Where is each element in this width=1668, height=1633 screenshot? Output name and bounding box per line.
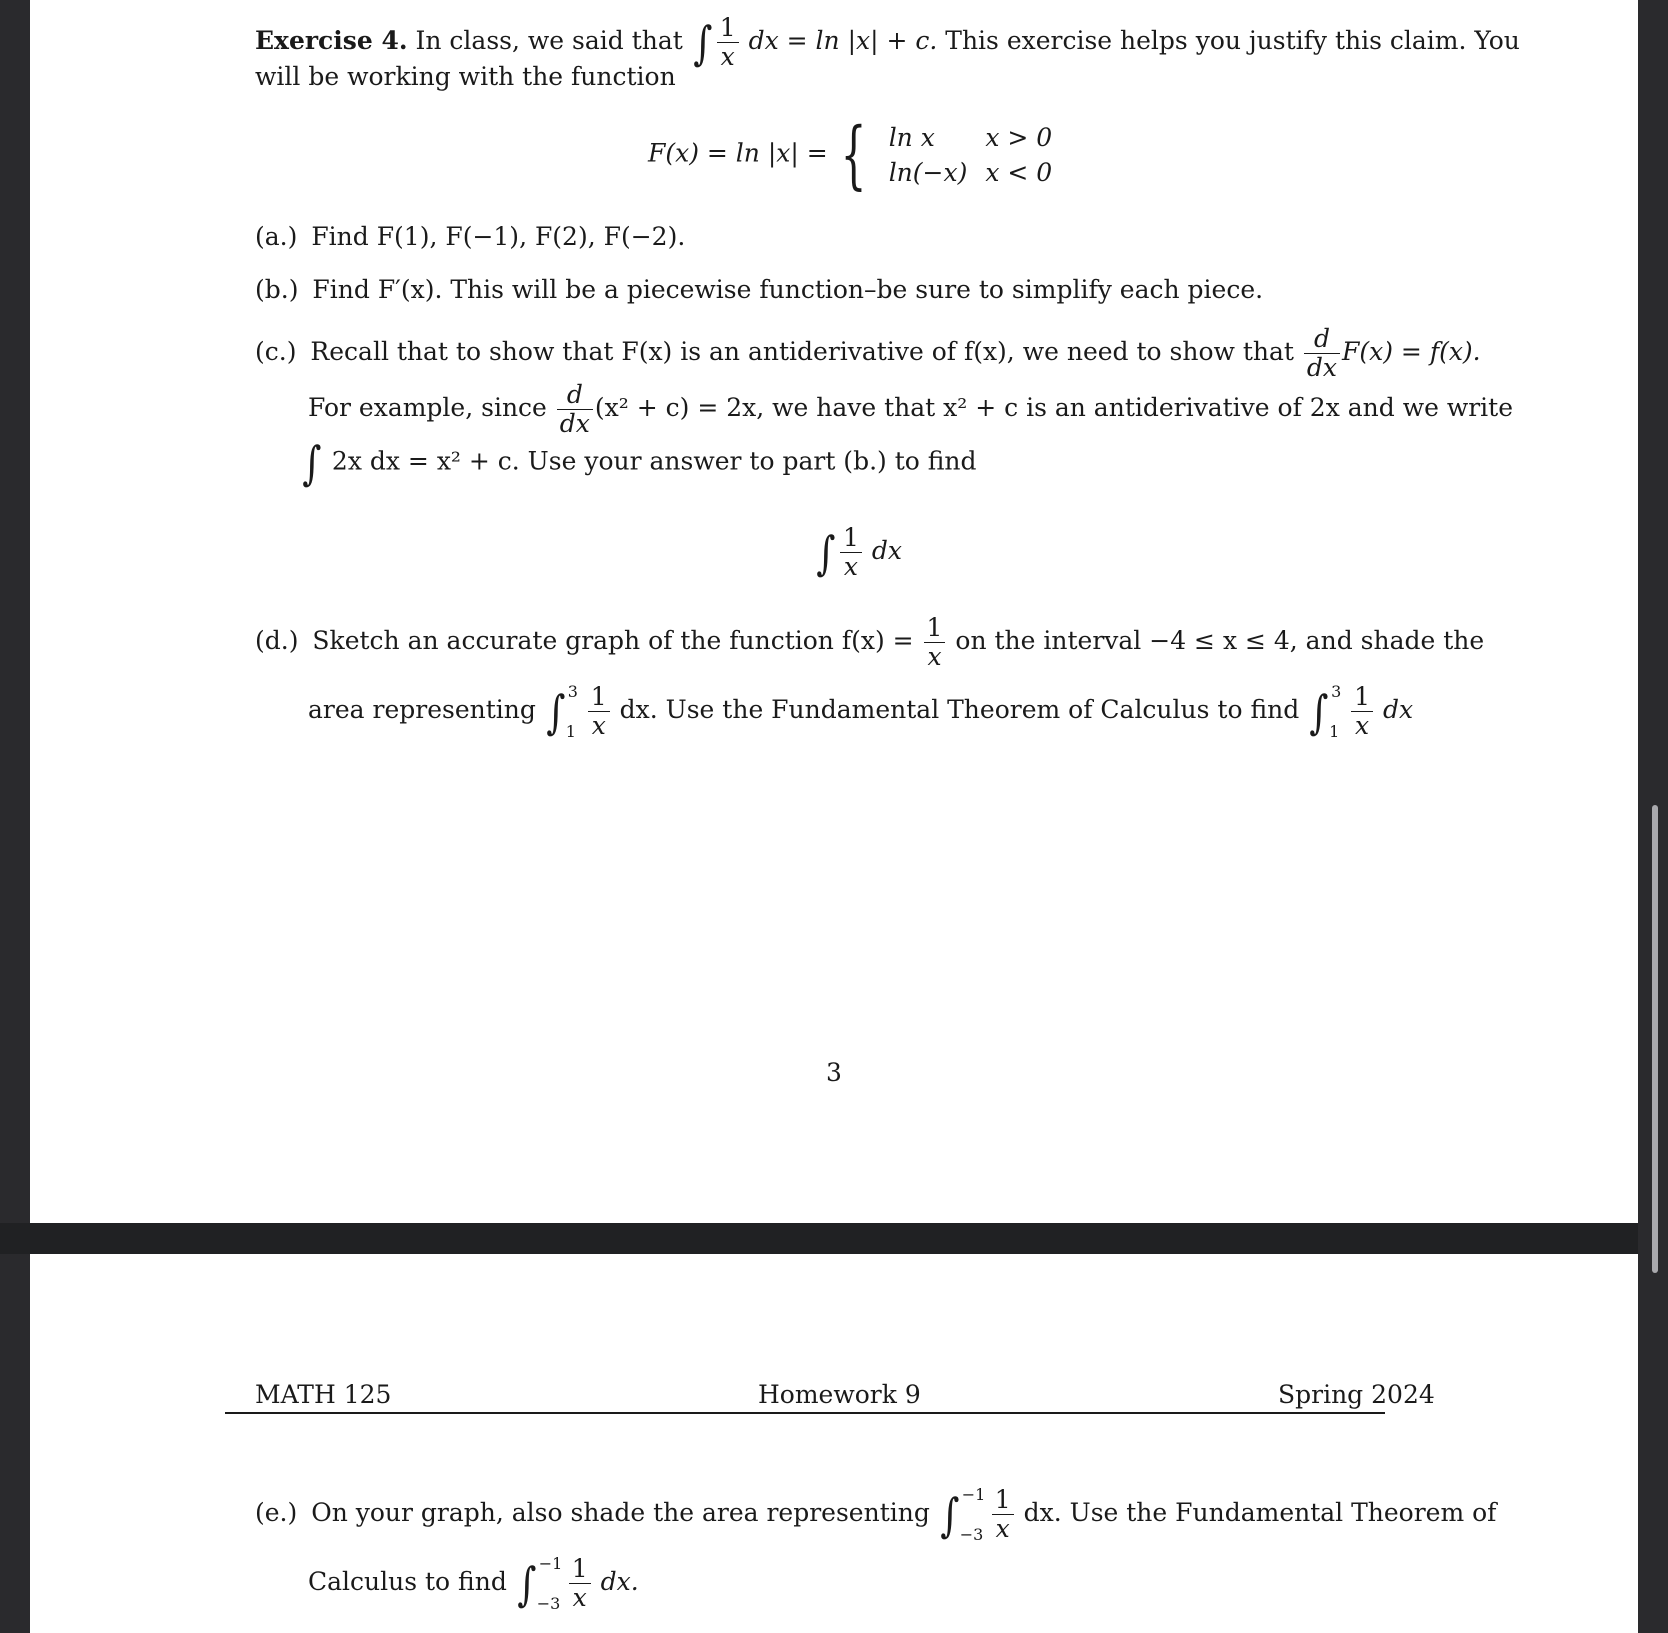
part-a-text: Find F(1), F(−1), F(2), F(−2).: [311, 222, 686, 251]
part-c-text3: 2x dx = x² + c. Use your answer to part (b.) to find: [331, 446, 977, 476]
fraction-e1: $\frac{1}{x}$: [992, 1486, 1014, 1543]
header-rule: [225, 1412, 1385, 1414]
fraction-display: $\frac{1}{x}$: [840, 524, 862, 581]
part-d-text1-end: on the interval −4 ≤ x ≤ 4, and shade the: [955, 626, 1485, 656]
part-b-label: (b.): [255, 275, 299, 304]
part-c-line-2: [308, 381, 1513, 438]
intro-text: In class, we said that: [415, 26, 683, 56]
limits-d1: 3 1: [565, 681, 578, 741]
case2-cond: x < 0: [985, 158, 1053, 187]
integral-sign-display: ∫: [816, 525, 836, 580]
header-assignment: Homework 9: [758, 1380, 921, 1409]
part-d-text1-start: Sketch an accurate graph of the function f(x) =: [312, 626, 914, 656]
part-d-text2-end: dx: [1383, 695, 1414, 725]
function-definition: [648, 112, 1062, 198]
limits-e2: −1 −3: [536, 1553, 563, 1613]
exercise-label: Exercise 4.: [255, 26, 408, 56]
page-2: [30, 1254, 1638, 1633]
scrollbar-thumb[interactable]: [1652, 805, 1658, 1273]
display-dx: dx: [871, 536, 902, 566]
part-e-text1-end: dx. Use the Fundamental Theorem of: [1023, 1498, 1497, 1528]
function-lhs: F(x) = ln |x| =: [648, 138, 828, 168]
cases-brace: {: [840, 112, 867, 198]
fraction-e2: $\frac{1}{x}$: [569, 1555, 591, 1612]
page-number: 3: [826, 1058, 842, 1087]
fraction-d1: $\frac{1}{x}$: [588, 683, 610, 740]
derivative-operator: $\frac{d}{dx}$: [1304, 325, 1340, 382]
cases-table: [879, 119, 1063, 191]
header-term: Spring 2024: [1278, 1380, 1435, 1409]
case2-expr: ln(−x): [888, 158, 968, 187]
part-c-text1: Recall that to show that F(x) is an antiderivative of f(x), we need to show that: [310, 337, 1294, 367]
part-b-text: Find F′(x). This will be a piecewise function–be sure to simplify each piece.: [312, 275, 1264, 304]
part-d-line-2: [308, 683, 1413, 740]
part-e-text2-end: dx.: [600, 1567, 639, 1597]
page-gap: [0, 1223, 1638, 1254]
integral-sign-c: ∫: [302, 436, 322, 490]
part-d-text2-start: area representing: [308, 695, 536, 725]
part-c-text2-mid: (x² + c) = 2x, we have that x² + c is an antiderivative of 2x and we write: [594, 393, 1514, 423]
limits-d2: 3 1: [1329, 681, 1342, 741]
part-d-text2-mid: dx. Use the Fundamental Theorem of Calculus to find: [619, 695, 1300, 725]
part-c-text2-start: For example, since: [308, 393, 547, 423]
part-b: [255, 277, 1263, 302]
integral-sign-d1: ∫: [546, 684, 566, 739]
header-course: MATH 125: [255, 1380, 392, 1409]
fraction-d: $\frac{1}{x}$: [924, 614, 946, 671]
integral-sign-e1: ∫: [940, 1487, 960, 1542]
derivative-operator-2: $\frac{d}{dx}$: [557, 381, 593, 438]
part-a-label: (a.): [255, 222, 298, 251]
part-e-line-1: [255, 1486, 1496, 1543]
part-e-text2-start: Calculus to find: [308, 1567, 507, 1597]
limits-e1: −1 −3: [959, 1484, 986, 1544]
part-c-line-1: [255, 325, 1481, 382]
fraction-1-over-x: $\frac{1}{x}$: [717, 14, 739, 71]
integral-sign-e2: ∫: [517, 1556, 537, 1611]
intro-line-2: will be working with the function: [255, 62, 676, 91]
part-e-text1-start: On your graph, also shade the area representing: [311, 1498, 930, 1528]
part-c-label: (c.): [255, 337, 297, 367]
claim-rhs: dx = ln |x| + c.: [748, 26, 938, 56]
display-integral-c: [814, 524, 902, 581]
fraction-d2: $\frac{1}{x}$: [1351, 683, 1373, 740]
case1-cond: x > 0: [985, 123, 1053, 152]
part-e-line-2: [308, 1555, 639, 1612]
case1-expr: ln x: [888, 123, 935, 152]
part-c-line-3: [300, 436, 977, 490]
integral-sign: ∫: [693, 15, 713, 70]
part-d-label: (d.): [255, 626, 299, 656]
part-d-line-1: [255, 614, 1484, 671]
claim-tail: This exercise helps you justify this claim. You: [945, 26, 1520, 56]
integral-sign-d2: ∫: [1309, 684, 1329, 739]
part-c-text1-tail: F(x) = f(x).: [1342, 337, 1481, 367]
part-e-label: (e.): [255, 1498, 298, 1528]
part-a: [255, 224, 685, 249]
